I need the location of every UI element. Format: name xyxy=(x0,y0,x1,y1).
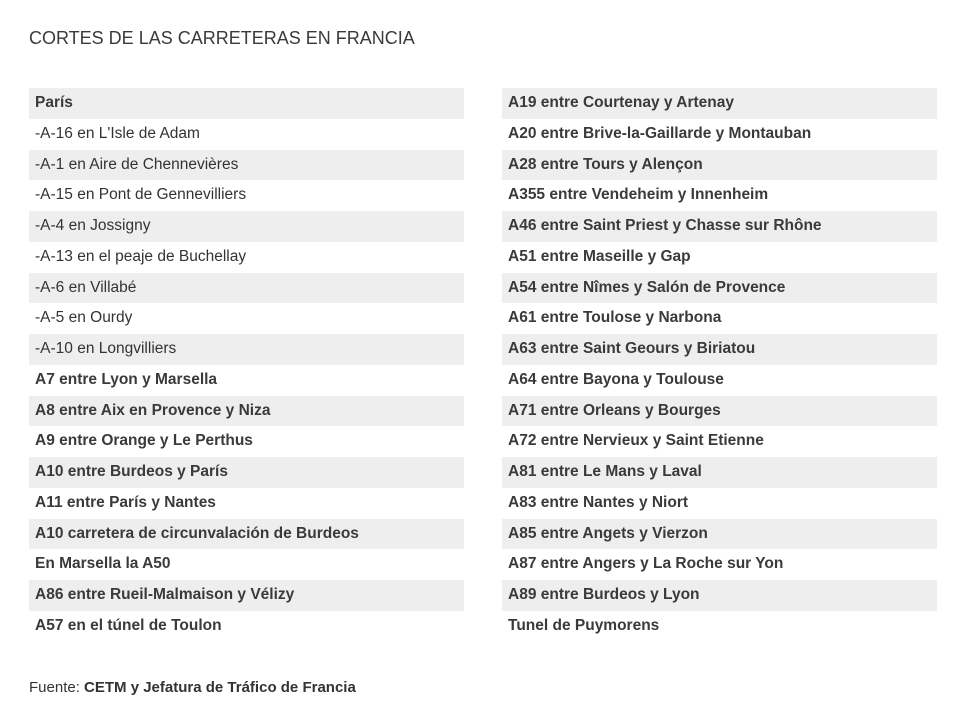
table-row: A7 entre Lyon y Marsella xyxy=(35,370,218,388)
table-row: A51 entre Maseille y Gap xyxy=(508,247,691,265)
table-row: A28 entre Tours y Alençon xyxy=(502,150,937,181)
page-title: CORTES DE LAS CARRETERAS EN FRANCIA xyxy=(29,28,415,48)
table-row: -A-4 en Jossigny xyxy=(29,211,464,242)
table-row: A87 entre Angers y La Roche sur Yon xyxy=(508,555,784,573)
table-row: A71 entre Orleans y Bourges xyxy=(502,396,937,427)
table-row: A86 entre Rueil-Malmaison y Vélizy xyxy=(29,580,464,611)
table-row: A20 entre Brive-la-Gaillarde y Montauban xyxy=(508,124,812,142)
table-row: -A-5 en Ourdy xyxy=(35,309,133,327)
table-row: Tunel de Puymorens xyxy=(508,616,660,634)
table-row: -A-6 en Villabé xyxy=(29,273,464,304)
table-row: -A-1 en Aire de Chennevières xyxy=(29,150,464,181)
table-row: A83 entre Nantes y Niort xyxy=(508,493,689,511)
table-row: A10 carretera de circunvalación de Burdeos xyxy=(29,519,464,550)
table-row: A64 entre Bayona y Toulouse xyxy=(508,370,724,388)
road-closures-right-column xyxy=(502,88,937,642)
table-row: -A-13 en el peaje de Buchellay xyxy=(35,247,247,265)
table-row: A355 entre Vendeheim y Innenheim xyxy=(508,186,769,204)
source-label: Fuente: xyxy=(29,679,85,696)
table-row: A8 entre Aix en Provence y Niza xyxy=(29,396,464,427)
table-row: A89 entre Burdeos y Lyon xyxy=(502,580,937,611)
table-row: París xyxy=(29,88,464,119)
table-row: -A-16 en L'Isle de Adam xyxy=(35,124,200,142)
table-row: A72 entre Nervieux y Saint Etienne xyxy=(508,432,764,450)
table-row: A19 entre Courtenay y Artenay xyxy=(502,88,937,119)
table-row: A46 entre Saint Priest y Chasse sur Rhône xyxy=(502,211,937,242)
table-row: -A-10 en Longvilliers xyxy=(29,334,464,365)
table-row: A85 entre Angets y Vierzon xyxy=(502,519,937,550)
source-note xyxy=(29,679,356,696)
road-closures-left-column xyxy=(29,88,464,642)
table-row: A57 en el túnel de Toulon xyxy=(35,616,222,634)
table-row: A9 entre Orange y Le Perthus xyxy=(35,432,253,450)
table-row: A63 entre Saint Geours y Biriatou xyxy=(502,334,937,365)
table-row: A81 entre Le Mans y Laval xyxy=(502,457,937,488)
table-row: -A-15 en Pont de Gennevilliers xyxy=(35,186,247,204)
table-row: A54 entre Nîmes y Salón de Provence xyxy=(502,273,937,304)
table-row: A11 entre París y Nantes xyxy=(35,493,216,511)
table-row: A10 entre Burdeos y París xyxy=(29,457,464,488)
table-row: En Marsella la A50 xyxy=(35,555,171,573)
table-row: A61 entre Toulose y Narbona xyxy=(508,309,722,327)
source-value: CETM y Jefatura de Tráfico de Francia xyxy=(84,679,356,696)
